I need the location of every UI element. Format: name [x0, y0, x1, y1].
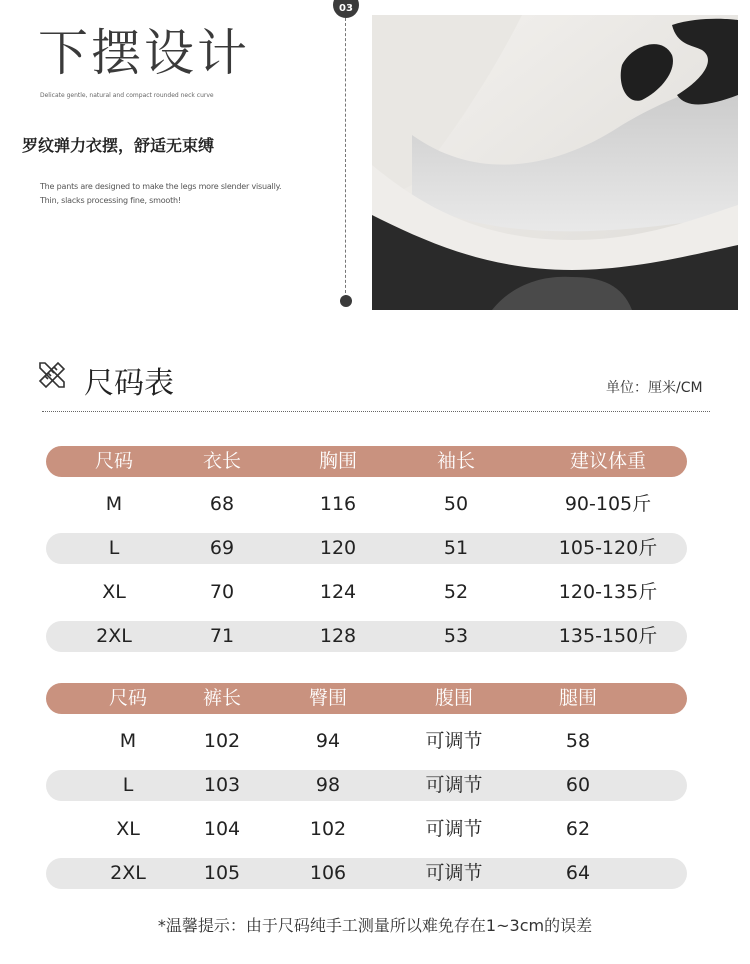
table-header-cell: 腹围 — [434, 687, 474, 709]
table-header-cell: 尺码 — [94, 450, 134, 472]
table-cell: 69 — [209, 537, 235, 559]
table-header-cell: 建议体重 — [569, 450, 647, 472]
table-cell: 90-105斤 — [564, 493, 652, 515]
timeline-dashed-line — [345, 18, 346, 298]
table-cell: 106 — [309, 862, 347, 884]
table-row — [46, 621, 687, 652]
table-row — [46, 770, 687, 801]
table-cell: XL — [102, 581, 126, 603]
table-header-cell: 衣长 — [202, 450, 242, 472]
table-cell: 64 — [565, 862, 591, 884]
table-cell: 102 — [309, 818, 347, 840]
table-cell: 2XL — [110, 862, 146, 884]
table-cell: M — [119, 730, 137, 752]
table-cell: 124 — [319, 581, 357, 603]
description-line: The pants are designed to make the legs more slender visually. — [40, 182, 282, 191]
table-cell: 120-135斤 — [558, 581, 658, 603]
table-header-row — [46, 446, 687, 477]
step-number-badge: 03 — [333, 0, 359, 18]
table-cell: 62 — [565, 818, 591, 840]
table-cell: 105 — [203, 862, 241, 884]
table-cell: L — [122, 774, 134, 796]
table-cell: 68 — [209, 493, 235, 515]
table-cell: 53 — [443, 625, 469, 647]
table-cell: 可调节 — [425, 862, 483, 884]
table-cell: 51 — [443, 537, 469, 559]
table-cell: 可调节 — [425, 818, 483, 840]
section-title: 下摆设计 — [38, 24, 250, 82]
table-cell: 可调节 — [425, 774, 483, 796]
table-row — [46, 858, 687, 889]
table-row — [46, 533, 687, 564]
table-cell: 128 — [319, 625, 357, 647]
table-cell: 50 — [443, 493, 469, 515]
size-chart-title: 尺码表 — [84, 366, 174, 401]
table-header-cell: 胸围 — [318, 450, 358, 472]
table-cell: 可调节 — [425, 730, 483, 752]
table-cell: L — [108, 537, 120, 559]
table-cell: 102 — [203, 730, 241, 752]
table-row — [46, 726, 687, 757]
unit-label: 单位：厘米/CM — [606, 380, 703, 396]
table-cell: 58 — [565, 730, 591, 752]
table-cell: 2XL — [96, 625, 132, 647]
table-header-cell: 袖长 — [436, 450, 476, 472]
description-line: Thin, slacks processing fine, smooth! — [40, 196, 181, 205]
table-cell: 120 — [319, 537, 357, 559]
table-cell: 105-120斤 — [558, 537, 658, 559]
ruler-pencil-icon — [36, 359, 68, 391]
table-header-cell: 臀围 — [308, 687, 348, 709]
table-cell: XL — [116, 818, 140, 840]
table-cell: M — [105, 493, 123, 515]
feature-description — [40, 180, 281, 208]
table-header-cell: 尺码 — [108, 687, 148, 709]
table-header-cell: 腿围 — [558, 687, 598, 709]
table-cell: 94 — [315, 730, 341, 752]
table-cell: 104 — [203, 818, 241, 840]
table-row — [46, 489, 687, 520]
table-cell: 98 — [315, 774, 341, 796]
table-cell: 103 — [203, 774, 241, 796]
table-cell: 70 — [209, 581, 235, 603]
timeline-end-dot — [340, 295, 352, 307]
hem-detail-photo — [372, 15, 738, 310]
hem-photo-illustration — [372, 15, 738, 310]
table-row — [46, 814, 687, 845]
table-cell: 52 — [443, 581, 469, 603]
feature-headline: 罗纹弹力衣摆，舒适无束缚 — [22, 136, 215, 155]
table-cell: 71 — [209, 625, 235, 647]
table-header-row — [46, 683, 687, 714]
table-cell: 116 — [319, 493, 357, 515]
section-subtitle: Delicate gentle, natural and compact rounded neck curve — [40, 92, 214, 99]
footnote: *温馨提示：由于尺码纯手工测量所以难免存在1~3cm的误差 — [157, 916, 593, 935]
table-header-cell: 裤长 — [202, 687, 242, 709]
table-row — [46, 577, 687, 608]
table-cell: 60 — [565, 774, 591, 796]
table-cell: 135-150斤 — [558, 625, 658, 647]
dotted-divider — [42, 411, 710, 412]
